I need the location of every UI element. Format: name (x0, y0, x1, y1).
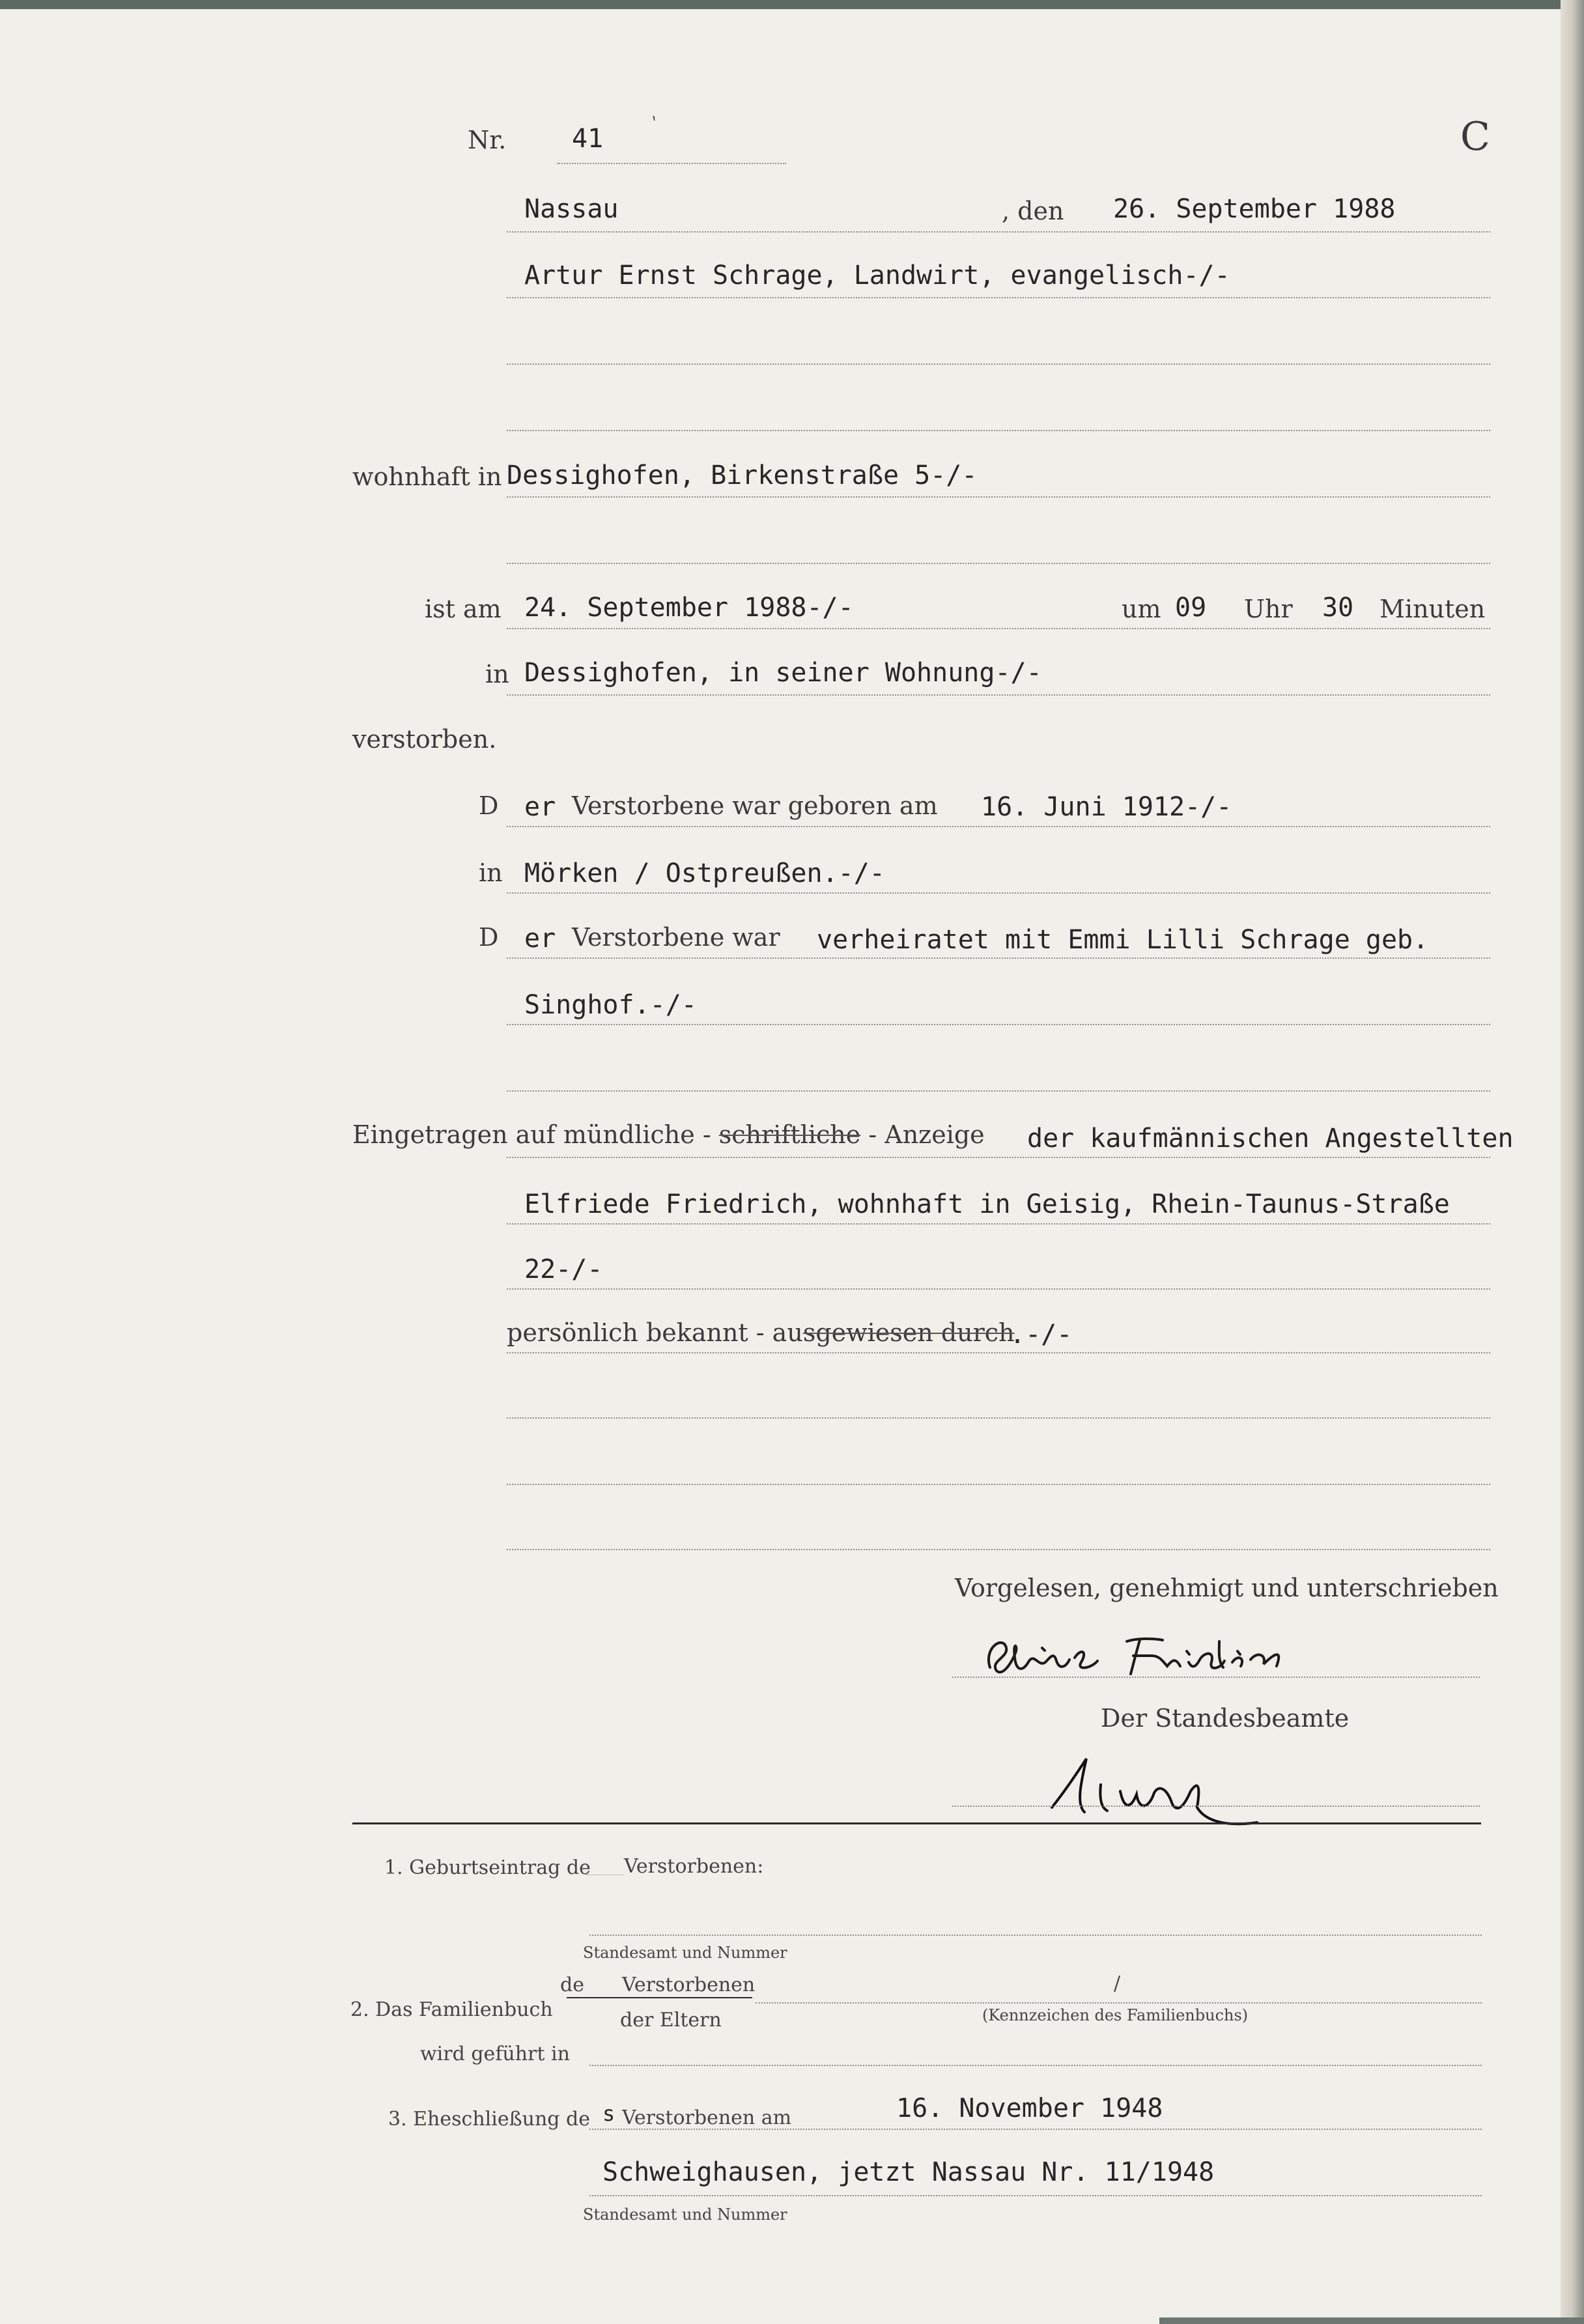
read-approved-text: Vorgelesen, genehmigt und unterschrieben (955, 1574, 1499, 1602)
birth-entry-label: 1. Geburtseintrag de (384, 1856, 591, 1879)
death-place: Dessighofen, in seiner Wohnung-/- (524, 658, 1042, 688)
registry-place: Nassau (524, 194, 619, 224)
registration-label-struck: schriftliche (718, 1120, 861, 1149)
nr-line (557, 163, 786, 164)
marital-label: Verstorbene war (572, 923, 780, 952)
birth-date: 16. Juni 1912-/- (981, 792, 1232, 822)
page-top-edge (0, 0, 1584, 9)
death-place-line (507, 694, 1490, 696)
informant-signature (977, 1622, 1394, 1693)
residence-value: Dessighofen, Birkenstraße 5-/- (507, 461, 978, 490)
birth-label: Verstorbene war geboren am (572, 791, 938, 820)
marriage-place-line (589, 2195, 1482, 2196)
kept-in-label: wird geführt in (420, 2043, 570, 2065)
marital-line-1 (507, 957, 1490, 959)
marital-gender-suffix: er (524, 924, 556, 954)
informant-dotline-3 (507, 1288, 1490, 1290)
birth-entry-deceased: Verstorbenen: (624, 1855, 764, 1878)
informant-line-3: 22-/- (524, 1254, 603, 1284)
marriage-date: 16. November 1948 (896, 2093, 1163, 2123)
family-book-fraction-line (567, 1997, 752, 1998)
blank-line-7 (507, 1549, 1490, 1550)
birth-place: Mörken / Ostpreußen.-/- (524, 858, 885, 888)
blank-line-1 (507, 363, 1490, 365)
verstorben-label: verstorben. (352, 725, 497, 754)
marriage-s: s (602, 2101, 615, 2126)
family-book-label: 2. Das Familienbuch (350, 1998, 553, 2021)
marriage-date-line (589, 2129, 1482, 2130)
page-right-edge (1561, 0, 1584, 2324)
mark-tick: ` (641, 113, 661, 138)
blank-line-3 (507, 563, 1490, 564)
blank-line-6 (507, 1484, 1490, 1485)
birth-place-line (507, 892, 1490, 894)
death-hour: 09 (1175, 593, 1207, 623)
registration-label-suffix: - Anzeige (868, 1120, 985, 1149)
marital-status-line2: Singhof.-/- (524, 990, 697, 1020)
blank-line-4 (507, 1090, 1490, 1092)
minuten-label: Minuten (1379, 595, 1486, 623)
nr-label: Nr. (468, 126, 507, 154)
identification-label (507, 1318, 1015, 1347)
registrar-signature-line (952, 1806, 1480, 1807)
informant-signature-line (952, 1677, 1480, 1678)
identification-suffix: .-/- (1010, 1320, 1073, 1350)
family-book-kennzeichen: (Kennzeichen des Familienbuchs) (982, 2006, 1249, 2024)
birth-place-label: in (479, 858, 503, 887)
registrar-signature (1016, 1746, 1342, 1850)
nr-value: 41 (572, 124, 604, 154)
residence-line (507, 496, 1490, 498)
page-bottom-edge (1159, 2317, 1584, 2324)
informant-dotline-1 (507, 1157, 1490, 1158)
name-line (507, 297, 1490, 298)
kept-in-line (589, 2065, 1482, 2066)
birth-entry-line (589, 1934, 1482, 1936)
den-label: , den (1002, 197, 1064, 225)
registration-label-prefix: Eingetragen auf mündliche - (352, 1120, 711, 1149)
death-date-line (507, 628, 1490, 629)
identification-line (507, 1352, 1490, 1353)
um-label: um (1122, 595, 1161, 623)
informant-line-1: der kaufmännischen Angestellten (1027, 1124, 1514, 1154)
deceased-name: Artur Ernst Schrage, Landwirt, evangelisch-/- (524, 261, 1230, 290)
marital-line-2 (507, 1024, 1490, 1025)
birth-entry-office-label: Standesamt und Nummer (583, 1944, 787, 1962)
place-date-line (507, 231, 1490, 233)
birth-gender-suffix: er (524, 792, 556, 822)
birth-d-letter: D (479, 791, 499, 820)
death-place-label: in (485, 660, 509, 688)
informant-dotline-2 (507, 1223, 1490, 1225)
family-book-de: de (560, 1974, 584, 1996)
informant-line-2: Elfriede Friedrich, wohnhaft in Geisig, Rhein-Taunus-Straße (524, 1189, 1450, 1219)
family-book-parents: der Eltern (620, 2009, 722, 2032)
family-book-slash: / (1114, 1972, 1121, 1995)
death-date: 24. September 1988-/- (524, 593, 854, 623)
blank-line-5 (507, 1417, 1490, 1419)
birth-date-line (507, 826, 1490, 827)
marriage-office-label: Standesamt und Nummer (583, 2205, 787, 2224)
marital-d-letter: D (479, 923, 499, 952)
identification-prefix: persönlich bekannt - au (507, 1318, 803, 1347)
identification-struck: sgewiesen durch (802, 1318, 1015, 1347)
blank-line-2 (507, 430, 1490, 431)
uhr-label: Uhr (1244, 595, 1293, 623)
registry-date: 26. September 1988 (1113, 194, 1396, 224)
marriage-label: 3. Eheschließung de (388, 2108, 590, 2131)
series-letter: C (1460, 114, 1490, 160)
death-date-label: ist am (425, 595, 502, 623)
marriage-place: Schweighausen, jetzt Nassau Nr. 11/1948 (602, 2157, 1215, 2187)
marriage-deceased-label: Verstorbenen am (622, 2106, 792, 2129)
residence-label: wohnhaft in (352, 462, 502, 491)
registrar-label: Der Standesbeamte (1101, 1704, 1350, 1733)
family-book-deceased: Verstorbenen (622, 1974, 756, 1996)
family-book-line (756, 2002, 1482, 2004)
marital-status-line1: verheiratet mit Emmi Lilli Schrage geb. (817, 925, 1429, 955)
registration-label (352, 1120, 985, 1149)
death-minutes: 30 (1322, 593, 1354, 623)
footer-divider (352, 1822, 1481, 1824)
